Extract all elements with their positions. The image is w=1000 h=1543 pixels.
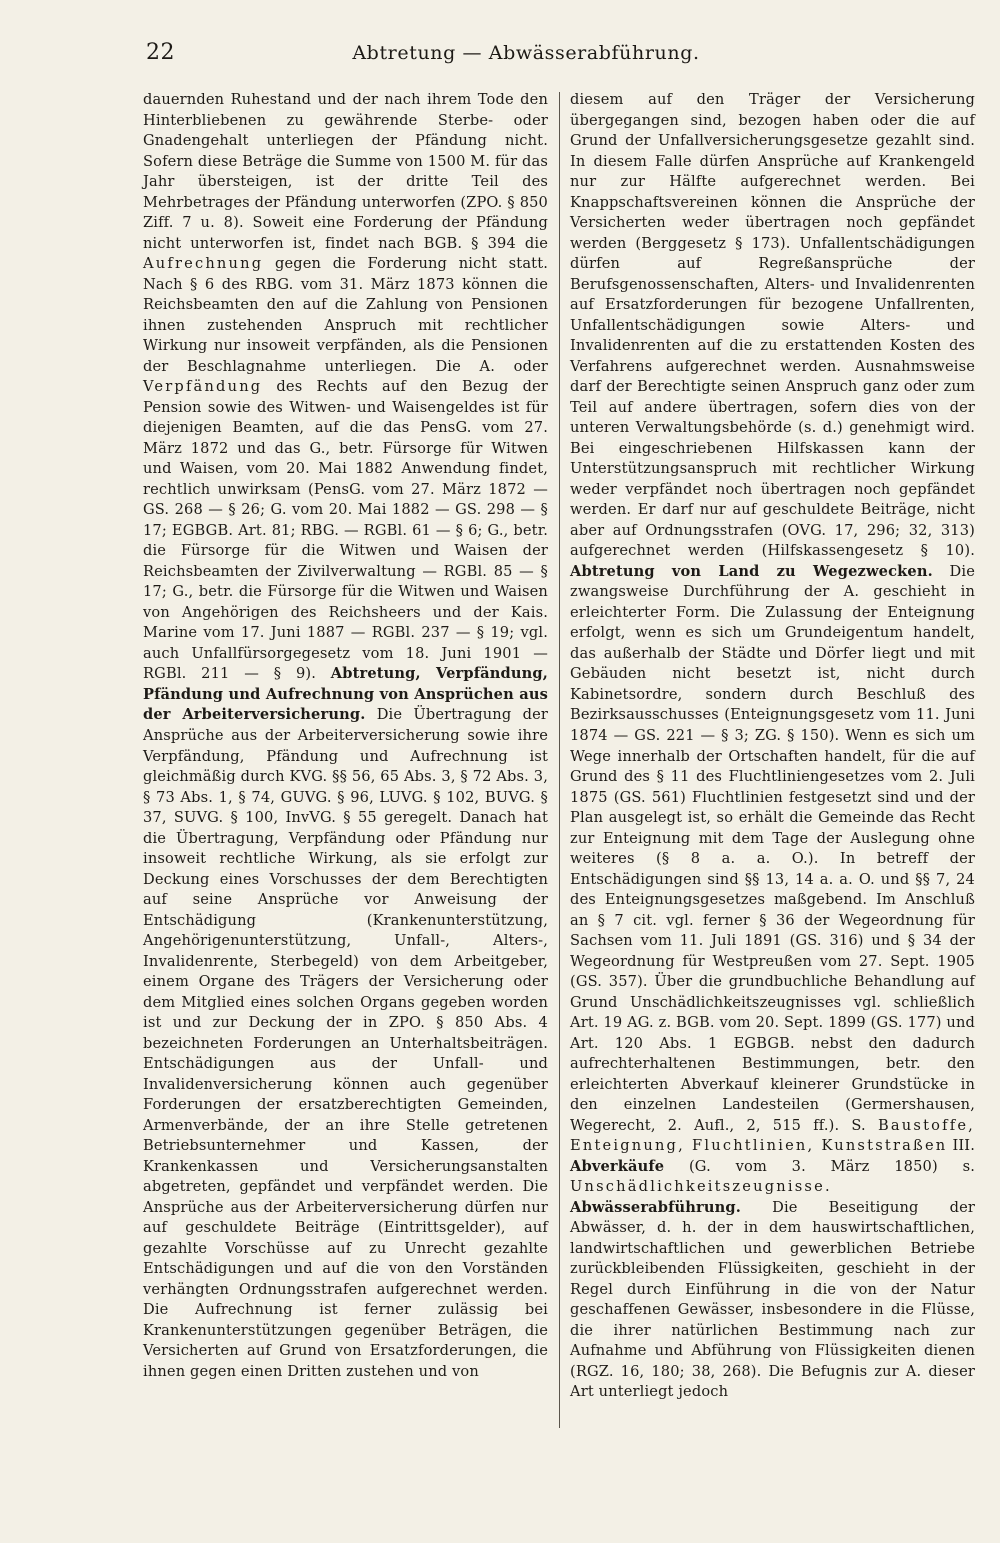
text-run: dauernden Ruhestand und der nach ihrem Tode den Hinterbliebenen zu gewährende Sterbe- oder Gnadengehalt unterliegen der Pfändung nicht. Sofern diese Beträge die Summe von 1500 M. für das Jahr übersteigen, ist der dritte Teil des Mehrbetrages der Pfändung unterworfen (ZPO. § 850 Ziff. 7 u. 8). Soweit eine Forderung der Pfändung nicht unterworfen ist, findet nach BGB. § 394 die xyxy=(143,91,548,252)
column-divider xyxy=(559,92,560,1428)
text-run: (G. vom 3. März 1850) s. xyxy=(664,1157,975,1175)
entry-heading: Abtretung, Verpfändung, Pfändung und Aufrechnung von Ansprüchen aus der Arbeiterversicherung. xyxy=(143,665,548,724)
right-column xyxy=(570,90,975,1403)
text-run: diesem auf den Träger der Versicherung übergegangen sind, bezogen haben oder die auf Grund der Unfallversicherungsgesetze gezahlt sind. In diesem Falle dürfen Ansprüche auf Krankengeld nur zur Hälfte aufgerechnet werden. Bei Knappschaftsvereinen können die Ansprüche der Versicherten weder übertragen noch gepfändet werden (Berggesetz § 173). Unfallentschädigungen dürfen auf Regreßansprüche der Berufsgenossenschaften, Alters- und Invalidenrenten auf Ersatzforderungen für bezogene Unfallrenten, Unfallentschädigungen sowie Alters- und Invalidenrenten auf die zu erstattenden Kosten des Verfahrens aufgerechnet werden. Ausnahmsweise darf der Berechtigte seinen Anspruch ganz oder zum Teil auf andere übertragen, sofern dies von der unteren Verwaltungsbehörde (s. d.) genehmigt wird. Bei eingeschriebenen Hilfskassen kann der Unterstützungsanspruch mit rechtlicher Wirkung weder verpfändet noch übertragen noch gepfändet werden. Er darf nur auf geschuldete Beiträge, nicht aber auf Ordnungsstrafen (OVG. 17, 296; 32, 313) aufgerechnet werden (Hilfskassengesetz § 10). xyxy=(570,91,975,560)
text-run: Die Übertragung der Ansprüche aus der Arbeiterversicherung sowie ihre Verpfändung, Pfändung und Aufrechnung ist gleichmäßig durch KVG. §§ 56, 65 Abs. 3, § 72 Abs. 3, § 73 Abs. 1, § 74, GUVG. § 96, LUVG. § 102, BUVG. § 37, SUVG. § 100, InvVG. § 55 geregelt. Danach hat die Übertragung, Verpfändung oder Pfändung nur insoweit rechtliche Wirkung, als sie erfolgt zur Deckung eines Vorschusses der dem Berechtigten auf seine Ansprüche vor Anweisung der Entschädigung (Krankenunterstützung, Angehörigenunterstützung, Unfall-, Alters-, Invalidenrente, Sterbegeld) von dem Arbeitgeber, einem Organe des Trägers der Versicherung oder dem Mitglied eines solchen Organs gegeben worden ist und zur Deckung der in ZPO. § 850 Abs. 4 bezeichneten Forderungen an Unterhaltsbeiträgen. Entschädigungen aus der Unfall- und Invalidenversicherung können auch gegenüber Forderungen der ersatzberechtigten Gemeinden, Armenverbände, der an ihre Stelle getretenen Betriebsunternehmer und Kassen, der Krankenkassen und Versicherungsanstalten abgetreten, gepfändet und verpfändet werden. Die Ansprüche aus der Arbeiterversicherung dürfen nur auf geschuldete Beiträge (Eintrittsgelder), auf gezahlte Vorschüsse auf zu Unrecht gezahlte Entschädigungen und auf die von den Vorständen verhängten Ordnungsstrafen aufgerechnet werden. Die Aufrechnung ist ferner zulässig bei Krankenunterstützungen gegenüber Beträgen, die Versicherten auf Grund von Ersatzforderungen, die ihnen gegen einen Dritten zustehen und von xyxy=(143,706,548,1380)
page-number: 22 xyxy=(146,40,175,65)
right-column-text xyxy=(570,90,975,1403)
page-header xyxy=(140,40,852,76)
spaced-term: Aufrechnung xyxy=(143,255,264,273)
cross-reference: Baustoffe, Enteignung, Fluchtlinien, Kunststraßen xyxy=(570,1116,975,1155)
entry-heading: Abverkäufe xyxy=(570,1157,665,1175)
spaced-term: Verpfändung xyxy=(143,378,263,396)
text-run: III. xyxy=(947,1137,975,1155)
left-column xyxy=(143,90,548,1382)
text-run: gegen die Forderung nicht statt. Nach § 6 des RBG. vom 31. März 1873 können die Reichsbeamten den auf die Zahlung von Pensionen ihnen zustehenden Anspruch mit rechtlicher Wirkung nur insoweit verpfänden, als die Pensionen der Beschlagnahme unterliegen. Die A. oder xyxy=(143,255,548,375)
text-run: . xyxy=(824,1178,830,1196)
text-run: Die Beseitigung der Abwässer, d. h. der in dem hauswirtschaftlichen, landwirtschaftlichen und gewerblichen Betriebe zurückbleibenden Flüssigkeiten, geschieht in der Regel durch Einführung in die von der Natur geschaffenen Gewässer, insbesondere in die Flüsse, die ihrer natürlichen Bestimmung nach zur Aufnahme und Abführung von Flüssigkeiten dienen (RGZ. 16, 180; 38, 268). Die Befugnis zur A. dieser Art unterliegt jedoch xyxy=(570,1198,975,1401)
cross-reference: Unschädlichkeitszeugnisse xyxy=(570,1178,825,1196)
entry-heading: Abtretung von Land zu Wegezwecken. xyxy=(570,562,933,580)
text-run: des Rechts auf den Bezug der Pension sowie des Witwen- und Waisengeldes ist für diejenigen Beamten, auf die das PensG. vom 27. März 1872 und das G., betr. Fürsorge für Witwen und Waisen, vom 20. Mai 1882 Anwendung findet, rechtlich unwirksam (PensG. vom 27. März 1872 — GS. 268 — § 26; G. vom 20. Mai 1882 — GS. 298 — § 17; EGBGB. Art. 81; RBG. — RGBl. 61 — § 6; G., betr. die Fürsorge für die Witwen und Waisen der Reichsbeamten der Zivilverwaltung — RGBl. 85 — § 17; G., betr. die Fürsorge für die Witwen und Waisen von Angehörigen des Reichsheers und der Kais. Marine vom 17. Juni 1887 — RGBl. 237 — § 19; vgl. auch Unfallfürsorgegesetz vom 18. Juni 1901 — RGBl. 211 — § 9). xyxy=(143,378,548,683)
entry-heading: Abwässerabführung. xyxy=(570,1198,742,1216)
left-column-text xyxy=(143,90,548,1382)
text-run: Die zwangsweise Durchführung der A. geschieht in erleichterter Form. Die Zulassung der Enteignung erfolgt, wenn es sich um Grundeigentum handelt, das außerhalb der Städte und Dörfer liegt und mit Gebäuden nicht besetzt ist, nicht durch Kabinetsordre, sondern durch Beschluß des Bezirksausschusses (Enteignungsgesetz vom 11. Juni 1874 — GS. 221 — § 3; ZG. § 150). Wenn es sich um Wege innerhalb der Ortschaften handelt, für die auf Grund des § 11 des Fluchtliniengesetzes vom 2. Juli 1875 (GS. 561) Fluchtlinien festgesetzt sind und der Plan ausgelegt ist, so erhält die Gemeinde das Recht zur Enteignung mit dem Tage der Auslegung ohne weiteres (§ 8 a. a. O.). In betreff der Entschädigungen sind §§ 13, 14 a. a. O. und §§ 7, 24 des Enteignungsgesetzes maßgebend. Im Anschluß an § 7 cit. vgl. ferner § 36 der Wegeordnung für Sachsen vom 11. Juli 1891 (GS. 316) und § 34 der Wegeordnung für Westpreußen vom 27. Sept. 1905 (GS. 357). Über die grundbuchliche Behandlung auf Grund Unschädlichkeitszeugnisses vgl. schließlich Art. 19 AG. z. BGB. vom 20. Sept. 1899 (GS. 177) und Art. 120 Abs. 1 EGBGB. nebst den dadurch aufrechterhaltenen Bestimmungen, betr. den erleichterten Abverkauf kleinerer Grundstücke in den einzelnen Landesteilen (Germershausen, Wegerecht, 2. Aufl., 2, 515 ff.). S. xyxy=(570,562,976,1134)
running-head: Abtretung — Abwässerabführung. xyxy=(352,42,700,64)
